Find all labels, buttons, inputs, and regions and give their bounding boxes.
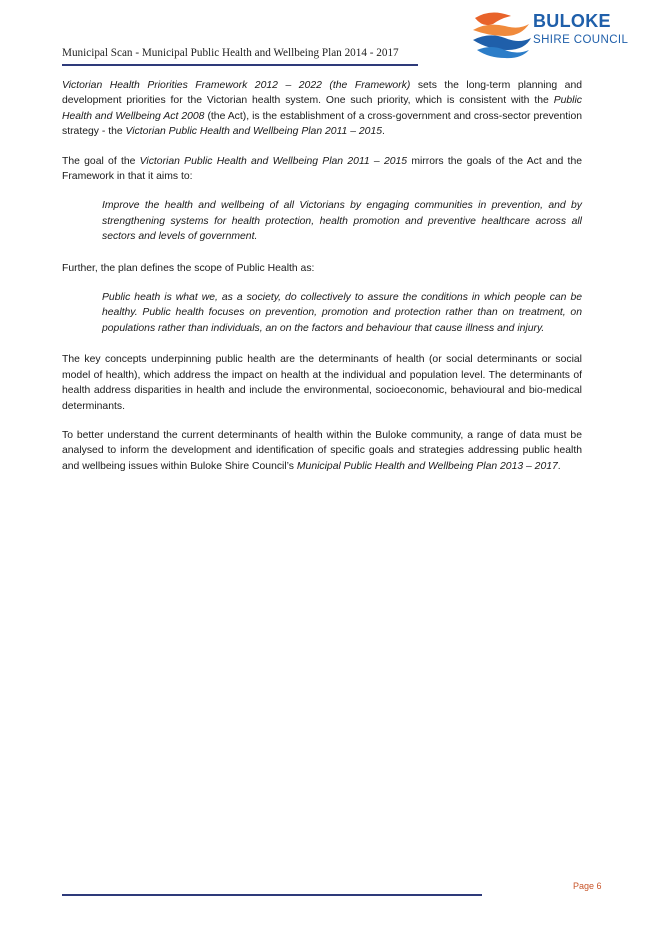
logo-wordmark: BULOKE bbox=[533, 11, 611, 31]
paragraph-scope: Further, the plan defines the scope of Public Health as: bbox=[62, 262, 315, 274]
page-number: Page 6 bbox=[573, 881, 602, 891]
header-divider bbox=[62, 64, 418, 66]
paragraph-text: . bbox=[557, 460, 561, 472]
quote-aims: Improve the health and wellbeing of all Victorians by engaging communities in prevention, and by strengthening systems for health protection, health promotion and preventive healthcare across all sectors and levels of government. bbox=[102, 200, 582, 243]
paragraph-text: (the Act), is the establishment of a cross-government and cross-sector prevention strategy - the bbox=[62, 110, 582, 138]
framework-title: Victorian Health Priorities Framework 2012 – 2022 (the Framework) bbox=[62, 80, 411, 91]
plan-title: Victorian Public Health and Wellbeing Plan 2011 – 2015 bbox=[139, 155, 408, 167]
page-body bbox=[62, 78, 582, 488]
footer-divider bbox=[62, 894, 482, 896]
paragraph-text: sets the long-term planning and development priorities for the Victorian health system. One such priority, which is consistent with the bbox=[62, 80, 583, 107]
paragraph-text: mirrors the goals of the Act and the Framework in that it aims to: bbox=[62, 155, 582, 183]
quote-public-health-definition: Public heath is what we, as a society, do collectively to assure the conditions in which people can be healthy. Public health focuses on prevention, promotion and protection rather than on treatment, on populations rather than individuals, an on the factors and behaviour that cause illness and injury. bbox=[102, 292, 582, 334]
paragraph-goal bbox=[62, 154, 582, 185]
paragraph-key-concepts: The key concepts underpinning public health are the determinants of health (or social determinants or social model of health), which address the impact on health at the individual and population level. The determinants of health address disparities in health and include the environmental, socioeconomic, behavioural and bio-medical determinants. bbox=[62, 354, 582, 412]
plan-title: Municipal Public Health and Wellbeing Plan 2013 – 2017 bbox=[296, 460, 558, 472]
document-title: Municipal Scan - Municipal Public Health and Wellbeing Plan 2014 - 2017 bbox=[62, 47, 399, 59]
paragraph-determinants bbox=[62, 428, 582, 474]
paragraph-text: To better understand the current determinants of health within the Buloke community, a range of data must be analysed to inform the development and identification of specific goals and strategies addressing public health and wellbeing issues within Buloke Shire Council’s bbox=[62, 429, 582, 472]
logo-emblem-icon bbox=[471, 10, 535, 60]
paragraph-text: . bbox=[382, 126, 385, 138]
plan-title: Victorian Public Health and Wellbeing Plan 2011 – 2015 bbox=[125, 126, 383, 138]
paragraph-text: The goal of the bbox=[62, 155, 140, 167]
act-title: Public Health and Wellbeing Act 2008 bbox=[62, 95, 582, 122]
logo-subtitle: SHIRE COUNCIL bbox=[533, 34, 629, 46]
paragraph-framework bbox=[62, 78, 582, 140]
